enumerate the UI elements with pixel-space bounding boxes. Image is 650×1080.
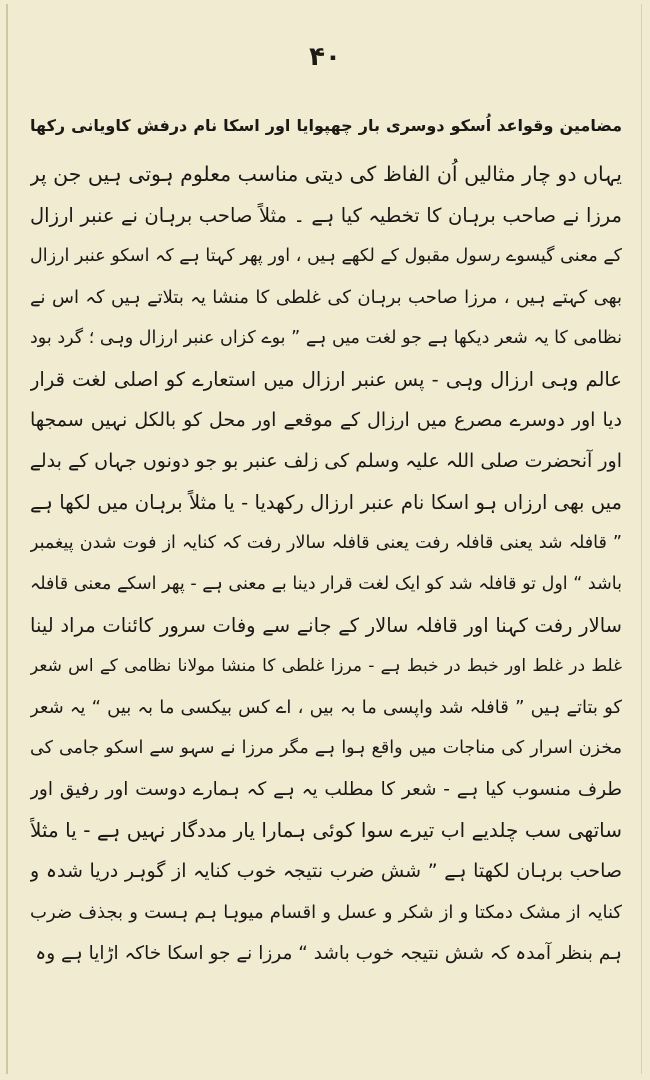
text-line: ہم بنظر آمدہ کہ شش نتیجہ خوب باشد “ مرزا نے جو اسکا خاکہ اڑایا ہے وہ [35,943,622,964]
text-line: ساتھی سب چلدیے اب تیرے سوا کوئی ہمارا یار مددگار نہیں ہے - یا مثلاً [30,818,622,842]
text-line: ” قافلہ شد یعنی قافلہ رفت یعنی قافلہ سالار رفت کہ کنایہ از فوت شدن پیغمبر [30,533,622,553]
text-line: کنایہ از مشک دمکتا و از شکر و عسل و اقسام میوہا ہم ہست و بجذف ضرب [30,902,622,923]
text-line: یہاں دو چار مثالیں اُن الفاظ کی دیتی مناسب معلوم ہوتی ہیں جن پر [30,162,622,186]
text-line: عالم وہی ارزال وہی - پس عنبر ارزال میں استعارے کو اصلی لغت قرار [30,368,622,391]
text-line: مخزن اسرار کی مناجات میں واقع ہوا ہے مگر مرزا نے سہو سے اسکو جامی کی [30,738,622,758]
text-line: اور آنحضرت صلی اللہ علیہ وسلم کی زلف عنبر بو جو دونوں جہاں کے بدلے [30,450,622,472]
page-number: ۴۰ [309,42,341,72]
text-line: کے معنی گیسوے رسول مقبول کے لکھے ہیں ، اور پھر کہتا ہے کہ اسکو عنبر ارزال [30,246,622,266]
text-line: کو بتاتے ہیں ” قافلہ شد واپسی ما بہ بیں ، اے کس بیکسی ما بہ بیں “ یہ شعر [30,697,622,718]
text-line: باشد “ اول تو قافلہ شد کو ایک لغت قرار دینا بے معنی ہے - پھر اسکے معنی قافلہ [30,574,622,594]
text-line: مرزا نے صاحب برہان کا تخطیہ کیا ہے ۔ مثلاً صاحب برہان نے عنبر ارزال [30,204,622,227]
text-line: غلط در غلط اور خبط در خبط ہے - مرزا غلطی کا منشا مولانا نظامی کے اس شعر [30,656,622,676]
text-line: دیا اور دوسرے مصرع میں ارزال کے موقعے اور محل کو بالکل نہیں سمجھا [30,409,622,431]
body-text [30,98,622,974]
text-line: نظامی کا یہ شعر دیکھا ہے جو لغت میں ہے ” بوے کزاں عنبر ارزال وہی ؛ گرد بود [30,328,622,348]
text-line: بھی کہتے ہیں ، مرزا صاحب برہان کی غلطی کا منشا یہ بتلاتے ہیں کہ اس نے [30,287,622,308]
text-line: مضامین وقواعد اُسکو دوسری بار چھپوایا اور اسکا نام درفش کاویانی رکھا [30,116,622,135]
text-line: سالار رفت کہنا اور قافلہ سالار کے جانے سے وفات سرور کائنات مراد لینا [30,614,622,637]
text-line: طرف منسوب کیا ہے - شعر کا مطلب یہ ہے کہ ہمارے دوست اور رفیق اور [30,779,622,800]
text-line: میں بھی ارزاں ہو اسکا نام عنبر ارزال رکھدیا - یا مثلاً برہان میں لکھا ہے [30,491,622,514]
text-line: صاحب برہان لکھتا ہے ” شش ضرب نتیجہ خوب کنایہ از گوہر دریا شدہ و [30,860,622,882]
